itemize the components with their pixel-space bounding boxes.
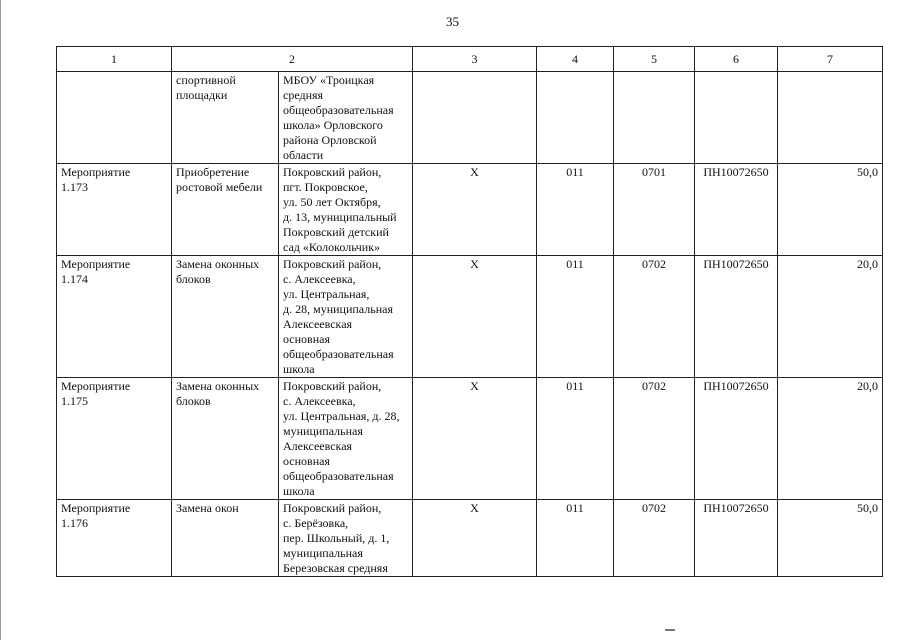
code-cell: 011 bbox=[537, 164, 614, 256]
address-line: школа bbox=[283, 484, 315, 498]
target-code-cell: ПН10072650 bbox=[695, 500, 778, 577]
address-line: пер. Школьный, д. 1, bbox=[283, 531, 390, 545]
event-name-cell bbox=[172, 164, 279, 256]
mark-cell bbox=[413, 72, 537, 164]
address-line: сад «Колокольчик» bbox=[283, 240, 381, 254]
address-line: средняя bbox=[283, 88, 324, 102]
event-name-line: площадки bbox=[176, 88, 228, 102]
amount-cell: 50,0 bbox=[778, 164, 883, 256]
row-label-line: Мероприятие bbox=[61, 257, 131, 271]
table-header-row bbox=[57, 47, 883, 72]
address-line: основная bbox=[283, 332, 330, 346]
table-body bbox=[57, 72, 883, 577]
address-line: Покровский район, bbox=[283, 501, 382, 515]
page-number: 35 bbox=[446, 14, 459, 29]
row-label-line: Мероприятие bbox=[61, 379, 131, 393]
address-line: Покровский район, bbox=[283, 165, 382, 179]
code-cell: 011 bbox=[537, 500, 614, 577]
address-line: Покровский район, bbox=[283, 379, 382, 393]
row-label-line: Мероприятие bbox=[61, 165, 131, 179]
row-label-line: 1.174 bbox=[61, 272, 88, 286]
address-line: пгт. Покровское, bbox=[283, 180, 368, 194]
table-row bbox=[57, 378, 883, 500]
row-label-line: 1.173 bbox=[61, 180, 88, 194]
section-cell: 0702 bbox=[614, 256, 695, 378]
address-line: муниципальная bbox=[283, 424, 363, 438]
address-line: общеобразовательная bbox=[283, 469, 394, 483]
event-name-line: Замена оконных bbox=[176, 379, 260, 393]
row-label-cell bbox=[57, 164, 172, 256]
address-line: основная bbox=[283, 454, 330, 468]
mark-cell: X bbox=[413, 500, 537, 577]
address-line: Алексеевская bbox=[283, 317, 353, 331]
event-name-line: блоков bbox=[176, 394, 211, 408]
event-name-cell bbox=[172, 378, 279, 500]
address-line: области bbox=[283, 148, 324, 162]
mark-cell: X bbox=[413, 378, 537, 500]
address-line: ул. Центральная, д. 28, bbox=[283, 409, 400, 423]
address-line: ул. 50 лет Октября, bbox=[283, 195, 381, 209]
address-cell bbox=[279, 164, 413, 256]
budget-table bbox=[56, 46, 883, 577]
target-code-cell bbox=[695, 72, 778, 164]
row-label-line: Мероприятие bbox=[61, 501, 131, 515]
column-header-3: 3 bbox=[413, 47, 537, 72]
address-line: д. 28, муниципальная bbox=[283, 302, 393, 316]
address-cell bbox=[279, 256, 413, 378]
address-line: Покровский детский bbox=[283, 225, 389, 239]
target-code-cell: ПН10072650 bbox=[695, 256, 778, 378]
address-cell bbox=[279, 500, 413, 577]
event-name-cell bbox=[172, 500, 279, 577]
row-label-cell bbox=[57, 500, 172, 577]
row-label-cell bbox=[57, 256, 172, 378]
event-name-line: блоков bbox=[176, 272, 211, 286]
column-header-7: 7 bbox=[778, 47, 883, 72]
address-line: МБОУ «Троицкая bbox=[283, 73, 375, 87]
code-cell: 011 bbox=[537, 378, 614, 500]
scan-left-edge bbox=[0, 0, 1, 640]
address-line: Алексеевская bbox=[283, 439, 353, 453]
code-cell bbox=[537, 72, 614, 164]
table-row bbox=[57, 72, 883, 164]
section-cell: 0702 bbox=[614, 500, 695, 577]
column-header-1: 1 bbox=[57, 47, 172, 72]
amount-cell: 20,0 bbox=[778, 378, 883, 500]
row-label-line: 1.176 bbox=[61, 516, 88, 530]
scan-speck bbox=[665, 629, 675, 631]
row-label-line: 1.175 bbox=[61, 394, 88, 408]
address-line: Покровский район, bbox=[283, 257, 382, 271]
table-row bbox=[57, 500, 883, 577]
column-header-5: 5 bbox=[614, 47, 695, 72]
amount-cell: 20,0 bbox=[778, 256, 883, 378]
target-code-cell: ПН10072650 bbox=[695, 164, 778, 256]
address-line: с. Алексеевка, bbox=[283, 272, 356, 286]
event-name-cell bbox=[172, 256, 279, 378]
code-cell: 011 bbox=[537, 256, 614, 378]
mark-cell: X bbox=[413, 164, 537, 256]
table-row bbox=[57, 164, 883, 256]
address-line: д. 13, муниципальный bbox=[283, 210, 397, 224]
event-name-line: спортивной bbox=[176, 73, 236, 87]
address-line: ул. Центральная, bbox=[283, 287, 370, 301]
address-line: с. Берёзовка, bbox=[283, 516, 349, 530]
address-cell bbox=[279, 378, 413, 500]
row-label-cell bbox=[57, 72, 172, 164]
address-cell bbox=[279, 72, 413, 164]
amount-cell: 50,0 bbox=[778, 500, 883, 577]
column-header-6: 6 bbox=[695, 47, 778, 72]
event-name-cell bbox=[172, 72, 279, 164]
event-name-line: Замена окон bbox=[176, 501, 239, 515]
table-row bbox=[57, 256, 883, 378]
section-cell: 0701 bbox=[614, 164, 695, 256]
address-line: с. Алексеевка, bbox=[283, 394, 356, 408]
address-line: общеобразовательная bbox=[283, 347, 394, 361]
event-name-line: Приобретение bbox=[176, 165, 250, 179]
column-header-4: 4 bbox=[537, 47, 614, 72]
mark-cell: X bbox=[413, 256, 537, 378]
amount-cell bbox=[778, 72, 883, 164]
address-line: муниципальная bbox=[283, 546, 363, 560]
address-line: школа» Орловского bbox=[283, 118, 383, 132]
address-line: Березовская средняя bbox=[283, 561, 388, 575]
address-line: района Орловской bbox=[283, 133, 377, 147]
event-name-line: Замена оконных bbox=[176, 257, 260, 271]
target-code-cell: ПН10072650 bbox=[695, 378, 778, 500]
column-header-2: 2 bbox=[172, 47, 413, 72]
address-line: общеобразовательная bbox=[283, 103, 394, 117]
section-cell bbox=[614, 72, 695, 164]
row-label-cell bbox=[57, 378, 172, 500]
event-name-line: ростовой мебели bbox=[176, 180, 263, 194]
section-cell: 0702 bbox=[614, 378, 695, 500]
address-line: школа bbox=[283, 362, 315, 376]
